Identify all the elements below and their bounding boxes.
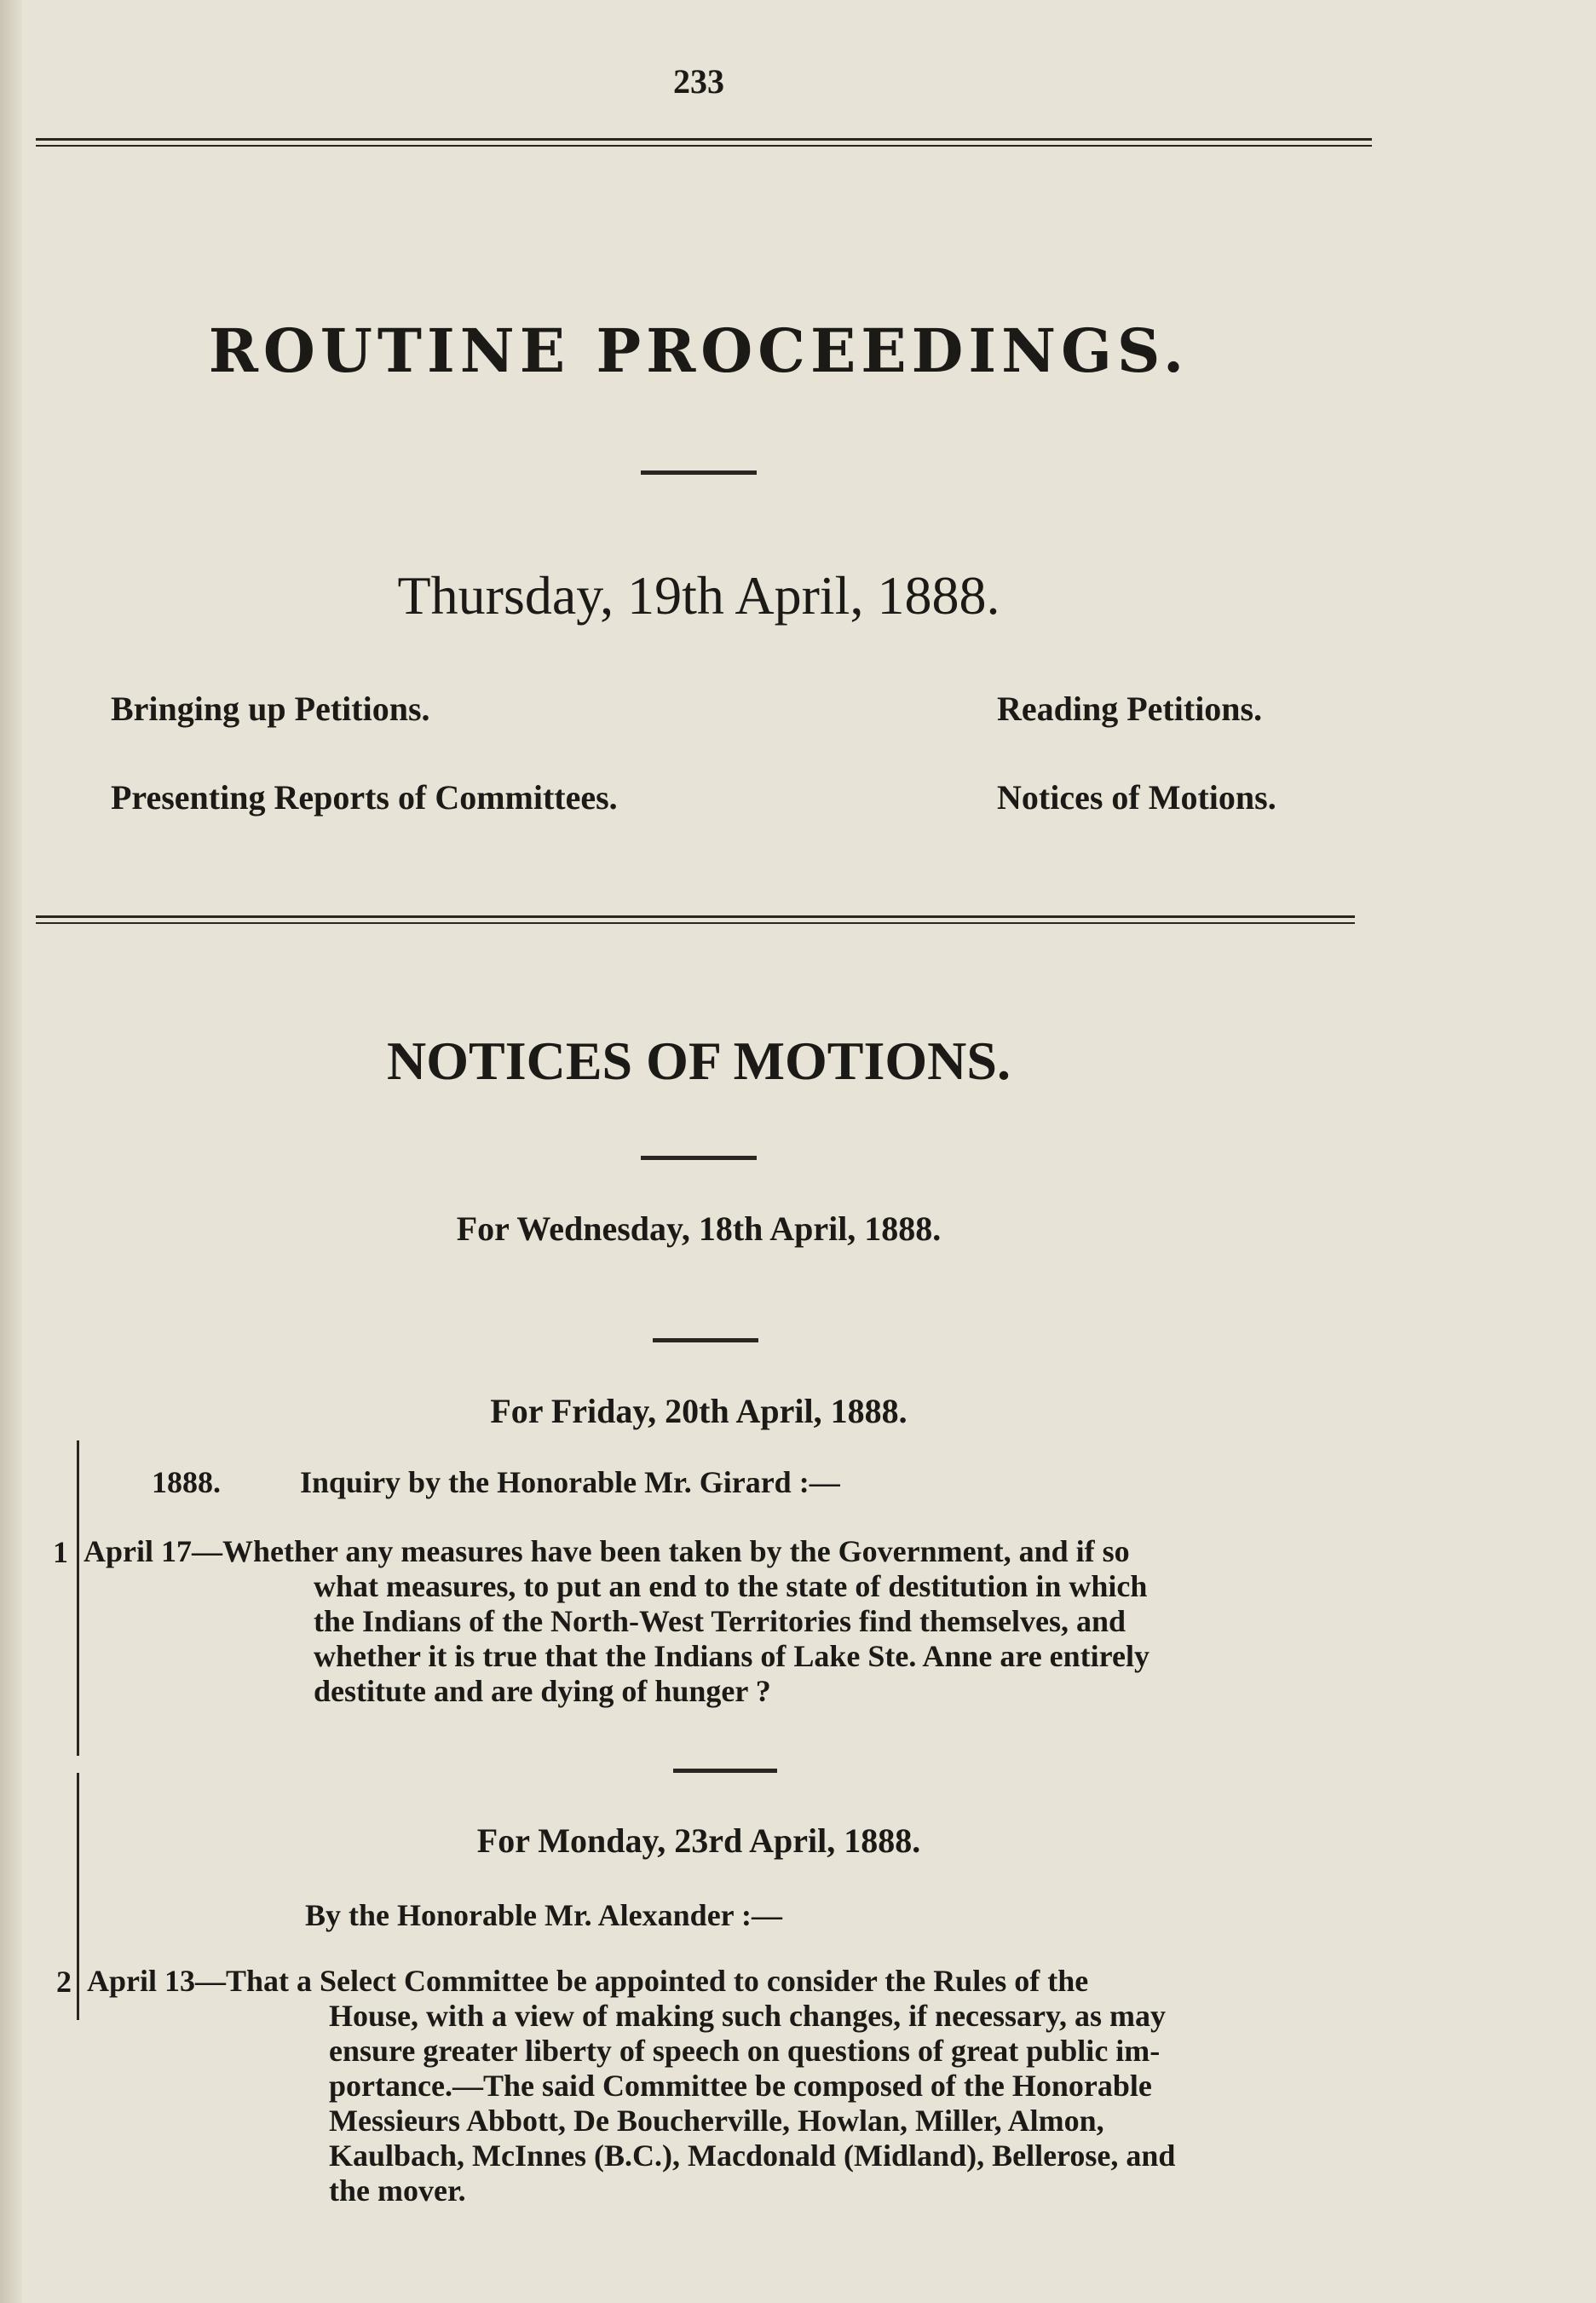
mid-rule-second (36, 922, 1355, 924)
friday-separator (673, 1769, 777, 1773)
top-rule (36, 138, 1372, 141)
monday-item-lead: April 13—That a Select Committee be appointed to consider the Rules of the (87, 1964, 1089, 1998)
sitting-date: Thursday, 19th April, 1888. (397, 565, 1000, 626)
monday-item-line-2: ensure greater liberty of speech on questions of great public im- (329, 2034, 1161, 2068)
monday-item-line-4: Messieurs Abbott, De Boucherville, Howlan, Miller, Almon, (329, 2104, 1104, 2138)
routine-proceedings-title: ROUTINE PROCEEDINGS. (208, 315, 1190, 386)
monday-item-line-1: House, with a view of making such changes, if necessary, as may (329, 1999, 1167, 2033)
proc-item-presenting-reports: Presenting Reports of Committees. (111, 778, 618, 817)
proc-item-notices-of-motions: Notices of Motions. (997, 778, 1276, 817)
proc-item-bringing-up-petitions: Bringing up Petitions. (111, 690, 430, 728)
wednesday-heading: For Wednesday, 18th April, 1888. (456, 1209, 942, 1248)
monday-item-line-3: portance.—The said Committee be composed of the Honorable (329, 2069, 1152, 2103)
friday-margin-bar (77, 1440, 79, 1756)
friday-heading: For Friday, 20th April, 1888. (490, 1392, 907, 1430)
proc-item-reading-petitions: Reading Petitions. (997, 690, 1263, 728)
monday-heading: For Monday, 23rd April, 1888. (476, 1821, 921, 1860)
page-number: 233 (673, 62, 724, 101)
wednesday-separator (653, 1338, 758, 1342)
top-rule-second (36, 145, 1372, 147)
friday-item-line-4: destitute and are dying of hunger ? (314, 1674, 771, 1708)
friday-year: 1888. (152, 1465, 221, 1499)
monday-item-line-5: Kaulbach, McInnes (B.C.), Macdonald (Midland), Bellerose, and (329, 2138, 1176, 2173)
friday-item-line-2: the Indians of the North-West Territories find themselves, and (314, 1604, 1126, 1638)
notices-separator (641, 1156, 757, 1160)
friday-item-lead: April 17—Whether any measures have been taken by the Government, and if so (84, 1534, 1130, 1568)
notices-of-motions-title: NOTICES OF MOTIONS. (387, 1030, 1011, 1091)
mid-rule (36, 915, 1355, 918)
friday-item-line-1: what measures, to put an end to the state of destitution in which (314, 1569, 1148, 1603)
monday-item-number: 2 (56, 1965, 72, 1999)
monday-margin-bar (77, 1773, 79, 2020)
title-separator (641, 470, 757, 475)
friday-item-number: 1 (53, 1535, 68, 1569)
friday-item-line-3: whether it is true that the Indians of Lake Ste. Anne are entirely (314, 1639, 1149, 1673)
monday-by-line: By the Honorable Mr. Alexander :— (305, 1898, 782, 1932)
friday-inquiry-line: Inquiry by the Honorable Mr. Girard :— (300, 1465, 840, 1499)
monday-item-line-6: the mover. (329, 2173, 466, 2208)
